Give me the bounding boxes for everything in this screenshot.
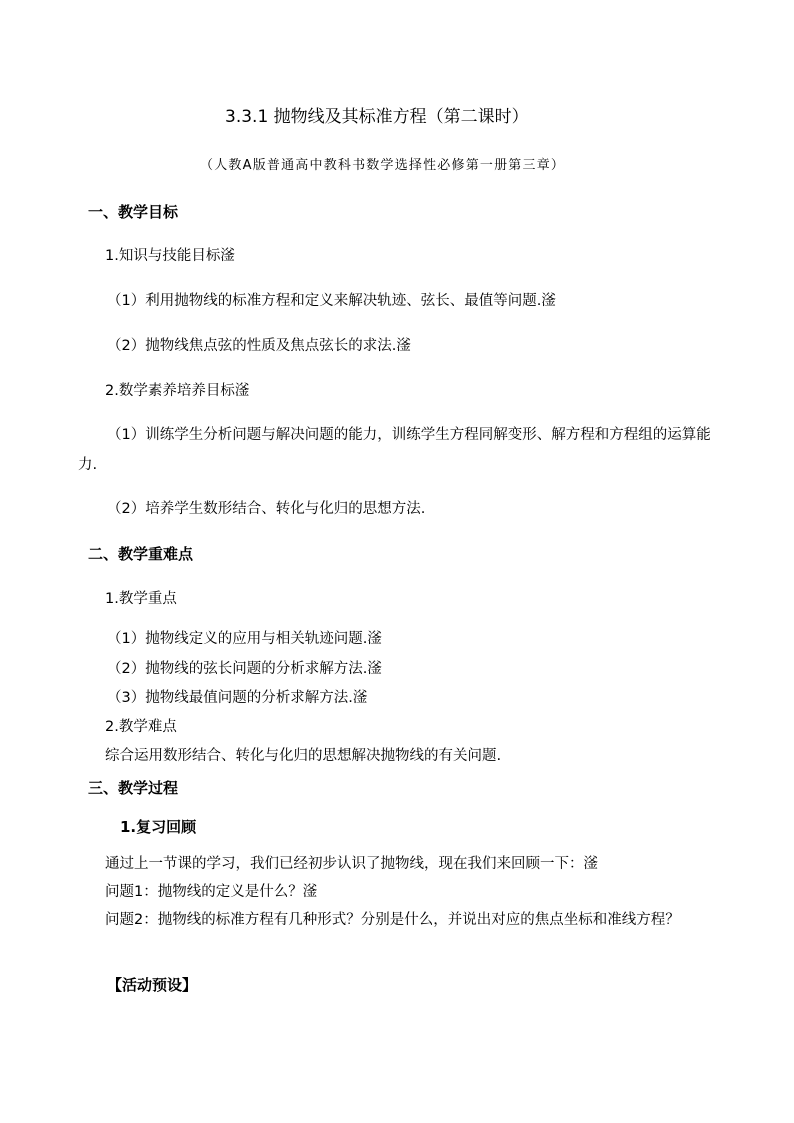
objective-item-1: （1）利用抛物线的标准方程和定义来解决轨迹、弦长、最值等问题.滏 [107,293,556,309]
marker-glyph: 滏 [234,383,250,399]
section-heading-objectives: 一、教学目标 [88,203,179,221]
objective-knowledge-heading: 1.知识与技能目标滏 [105,248,235,264]
objective-item-4: （2）培养学生数形结合、转化与化归的思想方法. [107,501,426,517]
marker-glyph: 滏 [302,884,318,900]
section-heading-process: 三、教学过程 [88,779,179,797]
page-subtitle: （人教A版普通高中教科书数学选择性必修第一册第三章） [200,158,566,173]
section-heading-key-points: 二、教学重难点 [88,545,194,563]
review-heading: 1.复习回顾 [120,818,197,836]
marker-glyph: 滏 [367,661,382,677]
marker-glyph: 滏 [583,856,598,872]
difficulty-heading: 2.教学难点 [105,719,177,735]
objective-item-2: （2）抛物线焦点弦的性质及焦点弦长的求法.滏 [107,338,411,354]
marker-glyph: 滏 [541,293,556,309]
key-point-item-2: （2）抛物线的弦长问题的分析求解方法.滏 [107,661,382,677]
review-paragraph: 通过上一节课的学习，我们已经初步认识了抛物线，现在我们来回顾一下：滏 [105,856,598,872]
key-point-item-1: （1）抛物线定义的应用与相关轨迹问题.滏 [107,631,382,647]
objective-literacy-heading: 2.数学素养培养目标滏 [105,383,250,399]
page-title: 3.3.1 抛物线及其标准方程（第二课时） [225,107,529,127]
question-2: 问题2：抛物线的标准方程有几种形式？分别是什么，并说出对应的焦点坐标和准线方程？ [105,912,680,928]
marker-glyph: 滏 [352,690,368,706]
key-point-item-3: （3）抛物线最值问题的分析求解方法.滏 [107,690,368,706]
key-points-heading: 1.教学重点 [105,591,177,607]
marker-glyph: 滏 [396,338,411,354]
difficulty-item: 综合运用数形结合、转化与化归的思想解决抛物线的有关问题. [105,748,502,764]
activity-heading: 【活动预设】 [107,976,198,994]
question-1: 问题1：抛物线的定义是什么？滏 [105,884,318,900]
objective-item-3: （1）训练学生分析问题与解决问题的能力，训练学生方程同解变形、解方程和方程组的运算能力. [78,427,711,473]
marker-glyph: 滏 [220,248,235,264]
marker-glyph: 滏 [367,631,382,647]
